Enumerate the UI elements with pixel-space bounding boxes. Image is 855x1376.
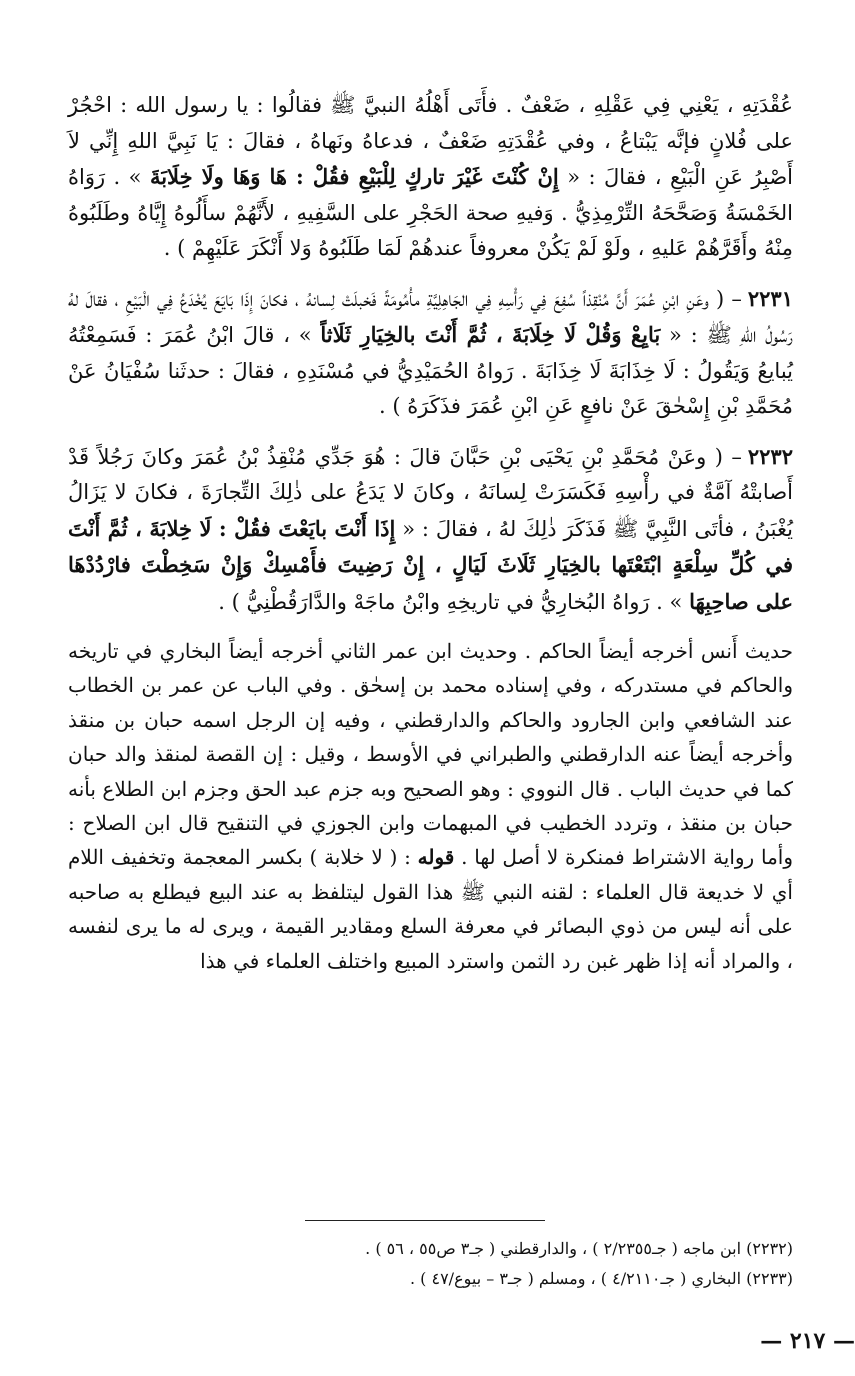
hadith-continuation-paragraph [68,88,793,267]
hadith-bold-quote: بَايِعْ وَقُلْ لَا خِلَابَةَ ، ثُمَّ أَنْتَ بالخِيَارِ ثَلَاثاً [320,322,661,347]
hadith-number: ٢٢٣١ [747,285,793,311]
hadith-2231-paragraph [68,281,793,425]
footnote-divider [305,1220,545,1221]
hadith-bold-quote: إِذَا أَنْتَ بايَعْتَ فقُلْ : لَا خِلابَةَ ، ثُمَّ أَنْتَ في كُلِّ سِلْعَةٍ ابْتَعْتَها بالخِيَارِ ثَلَاثَ لَيَالٍ ، إِنْ رَضِيتَ فأَمْسِكْ وَإِنْ سَخِطْتَ فارْدُدْهَا على صاحِبِهَا [68,515,794,614]
footnote: (٢٢٣٣) البخاري ( جـ٤/٢١١٠ ) ، ومسلم ( جـ٣ – بيوع/٤٧ ) . [409,1269,793,1288]
footnotes [68,1234,793,1294]
hadith-bold-quote: إِنْ كُنْتَ غَيْرَ تاركٍ لِلْبَيْعِ فقُلْ : هَا وَهَا ولَا خِلَابَةَ [149,164,559,189]
commentary-text: : ( لا خلابة ) بكسر المعجمة وتخفيف اللام أي لا خديعة قال العلماء : لقنه النبي ﷺ هذا القول ليتلفظ به عند البيع فيطلع به صاحبه على أنه ليس من ذوي البصائر في معرفة السلع ومقادير القيمة ، ويرى له ما يرى لنفسه ، والمراد أنه إذا ظهر غبن رد الثمن واسترد المبيع واختلف العلماء في هذا [68,845,793,973]
qawluhu-label: قوله [417,845,455,870]
footnote: (٢٢٣٢) ابن ماجه ( جـ٢/٢٣٥٥ ) ، والدارقطني ( جـ٣ ص٥٥ ، ٥٦ ) . [365,1239,793,1258]
hadith-text: – ( وعَنْ مُحَمَّدِ بْنِ يَحْيَى بْنِ حَبَّانَ قالَ : هُوَ جَدِّي مُنْقِذُ بْنُ عُمَرَ وكانَ رَجُلاً قَدْ أَصابتْهُ آمَّةٌ في رأْسِهِ فَكَسَرَتْ لِسانَهُ ، وكانَ لا يَدَعُ على ذٰلِكَ التِّجارَةَ ، فكانَ لا يَزَالُ يُغْبَنُ ، فأتَى النَّبِيَّ ﷺ فَذَكَرَ ذٰلِكَ لهُ ، فقالَ : « [68,444,793,541]
commentary-paragraph [68,634,793,978]
hadith-number: ٢٢٣٢ [747,443,793,469]
hadith-text: – ( وعَنِ ابْنِ عُمَرَ أَنَّ مُنْقِذاً سُفِعَ فِي رَأْسِهِ فِي الجَاهِلِيَّةِ مأْمُومَةً فَخبلَتْ لِسانهُ ، فكانَ إِذَا بَايَعَ يُخْدَعُ فِي الْبَيْعِ ، فقالَ لهُ رَسُولُ اللهِ ﷺ : « [68,286,793,347]
hadith-2232-paragraph [68,439,793,621]
hadith-text: » . رَواهُ البُخارِيُّ في تاريخِهِ وابْنُ ماجَهْ والدَّارَقُطْنِيُّ ) . [218,589,690,614]
commentary-text: حديث أَنس أخرجه أيضاً الحاكم . وحديث ابن عمر الثاني أخرجه أيضاً البخاري في تاريخه والحاكم في مستدركه ، وفي إسناده محمد بن إسحٰق . وفي الباب عن عمر بن الخطاب عند الشافعي وابن الجارود والحاكم والدارقطني ، وفيه إن الرجل اسمه حبان بن منقذ وأخرجه أيضاً عنه الدارقطني والطبراني في الأوسط ، وقيل : إن القصة لمنقذ والد حبان كما في حديث الباب . قال النووي : وهو الصحيح وبه جزم عبد الحق وجزم ابن الطلاع بأنه حبان بن منقذ ، وتردد الخطيب في المبهمات وابن الجوزي في التنقيح قال ابن الصلاح : وأما رواية الاشتراط فمنكرة لا أصل لها . [68,639,793,870]
hadith-text: » ، قالَ ابْنُ عُمَرَ : فَسَمِعْتُهُ يُبايعُ وَيَقُولُ : لَا خِذَابَةَ لَا خِذَابَةَ . رَواهُ الحُمَيْدِيُّ في مُسْنَدِهِ ، فقالَ : حدثَنا سُفْيَانُ عَنْ مُحَمَّدِ بْنِ إِسْحٰقَ عَنْ نافعٍ عَنِ ابْنِ عُمَرَ فذَكَرَهُ ) . [68,323,793,418]
hadith-text: » . رَوَاهُ الخَمْسَةُ وَصَحَّحَهُ التِّرْمِذِيُّ . وَفيهِ صحة الحَجْرِ على السَّفِيهِ ، لأَنَّهُمْ سأَلُوهُ إِيَّاهُ وطَلَبُوهُ مِنْهُ وأَقَرَّهُمْ عَليهِ ، ولَوْ لَمْ يَكُنْ معروفاً عندهُمْ لَمَا طَلَبُوهُ وَلا أَنْكَرَ عَلَيْهِمْ ) . [68,165,793,260]
hadith-text: عُقْدَتِهِ ، يَعْنِي فِي عَقْلِهِ ، ضَعْفٌ . فأَتَى أَهْلُهُ النبيَّ ﷺ فقالُوا : يا رسول الله : احْجُرْ على فُلانٍ فإنَّه يَبْتاعُ ، وفي عُقْدَتِهِ ضَعْفٌ ، فدعاهُ ونَهاهُ ، فقالَ : يَا نَبِيَّ اللهِ إِنِّي لاَ أَصْبِرُ عَنِ الْبَيْعِ ، فقالَ : « [68,93,793,189]
page-number: — ٢١٧ — [760,1328,855,1354]
